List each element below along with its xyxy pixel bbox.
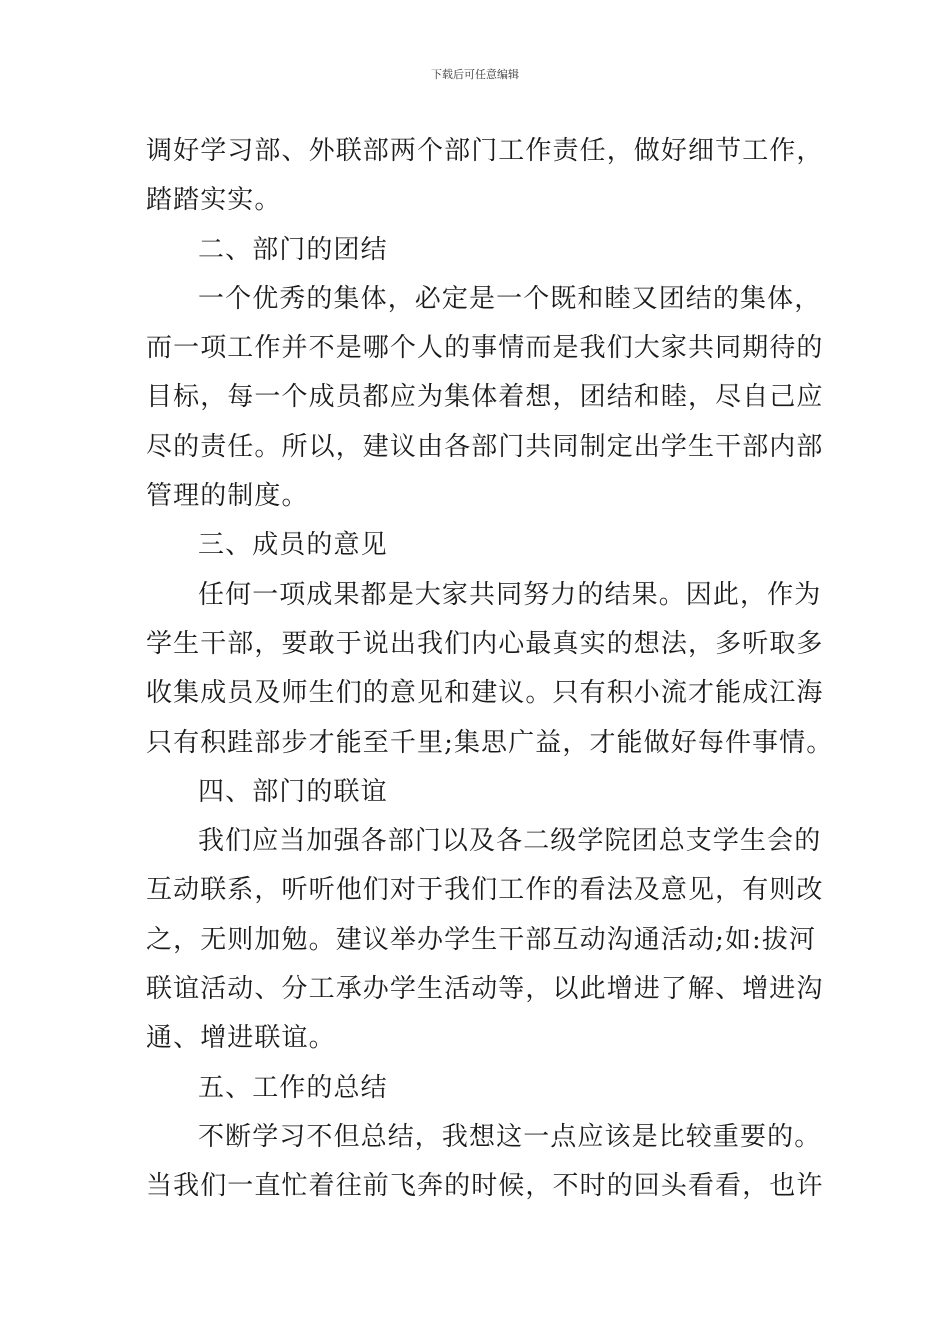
text-line: 之，无则加勉。建议举办学生干部互动沟通活动;如:拔河 xyxy=(146,924,817,955)
header-note: 下载后可任意编辑 xyxy=(431,68,519,81)
text-line: 任何一项成果都是大家共同努力的结果。因此，作为 xyxy=(198,579,822,610)
text-line: 学生干部，要敢于说出我们内心最真实的想法，多听取多 xyxy=(146,628,824,659)
text-line: 联谊活动、分工承办学生活动等，以此增进了解、增进沟 xyxy=(146,974,824,1005)
section-heading: 三、成员的意见 xyxy=(198,530,388,561)
text-line: 踏踏实实。 xyxy=(146,185,282,216)
text-line: 收集成员及师生们的意见和建议。只有积小流才能成江海 xyxy=(146,678,824,709)
text-line: 互动联系，听听他们对于我们工作的看法及意见，有则改 xyxy=(146,875,824,906)
text-line: 我们应当加强各部门以及各二级学院团总支学生会的 xyxy=(198,826,822,857)
text-line: 尽的责任。所以，建议由各部门共同制定出学生干部内部 xyxy=(146,431,824,462)
section-heading: 二、部门的团结 xyxy=(198,234,388,265)
text-line: 调好学习部、外联部两个部门工作责任，做好细节工作， xyxy=(146,136,824,166)
section-heading: 五、工作的总结 xyxy=(198,1072,388,1103)
body-text xyxy=(146,127,834,1212)
text-line: 只有积跬部步才能至千里;集思广益，才能做好每件事情。 xyxy=(146,727,834,758)
text-line: 一个优秀的集体，必定是一个既和睦又团结的集体， xyxy=(198,283,822,314)
section-heading: 四、部门的联谊 xyxy=(198,776,388,807)
text-line: 管理的制度。 xyxy=(146,481,309,512)
text-line: 目标，每一个成员都应为集体着想，团结和睦，尽自己应 xyxy=(146,382,824,413)
text-line: 不断学习不但总结，我想这一点应该是比较重要的。 xyxy=(198,1121,822,1152)
text-line: 当我们一直忙着往前飞奔的时候，不时的回头看看，也许 xyxy=(146,1171,824,1202)
text-line: 而一项工作并不是哪个人的事情而是我们大家共同期待的 xyxy=(146,333,824,364)
text-line: 通、增进联谊。 xyxy=(146,1023,336,1054)
